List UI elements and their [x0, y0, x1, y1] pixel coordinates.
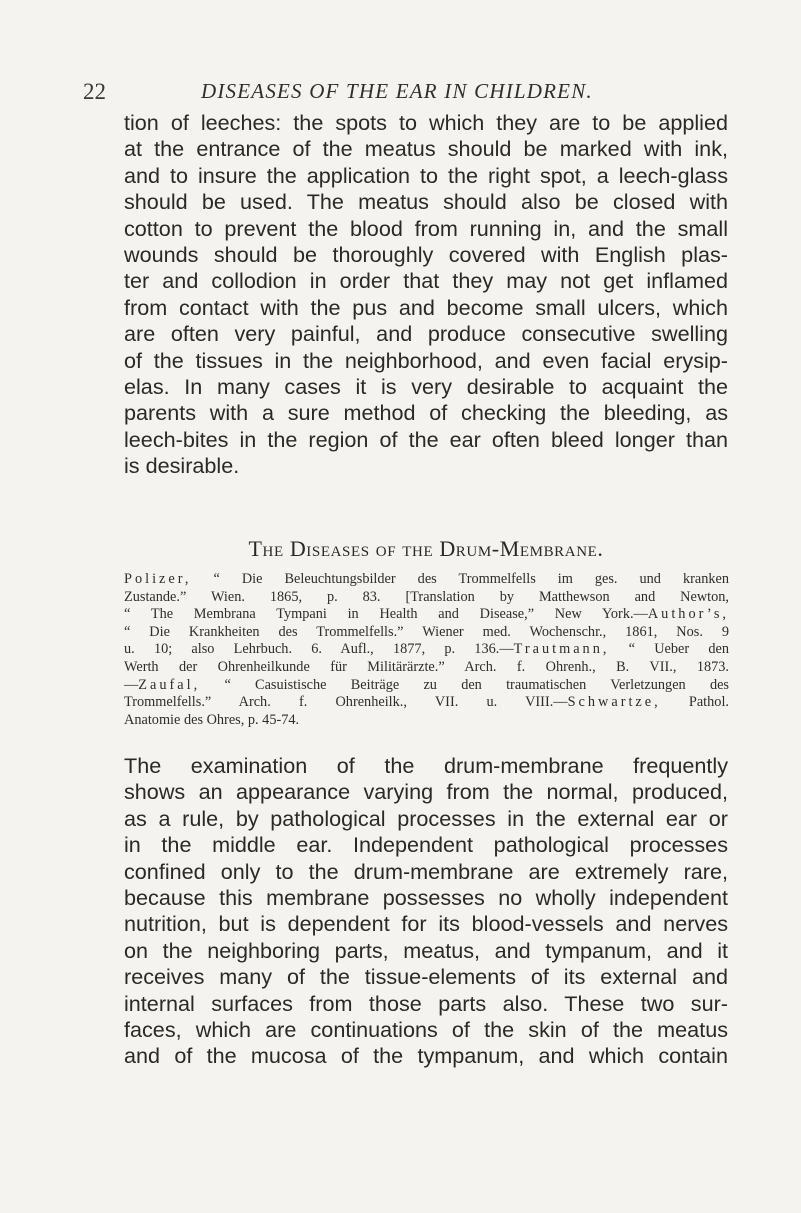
- citation-text: “ Ueber den: [609, 641, 729, 658]
- author-name: Schwartze,: [567, 694, 661, 711]
- paragraph-line: is desirable.: [124, 453, 240, 479]
- author-name: Polizer,: [124, 571, 192, 587]
- paragraph-line: should be used. The meatus should also be closed with: [124, 189, 728, 215]
- section-heading: The Diseases of the Drum-Membrane.: [248, 536, 604, 561]
- paragraph-line: faces, which are continuations of the skin of the meatus: [124, 1016, 728, 1042]
- paragraph-line: internal surfaces from those parts also. These two sur-: [124, 990, 728, 1016]
- author-name: Trautmann,: [513, 641, 610, 658]
- paragraph-drum-membrane: [124, 753, 728, 1070]
- bibliography-line: Zustande.” Wien. 1865, p. 83. [Translation by Matthewson and Newton,: [124, 588, 729, 605]
- paragraph-line: shows an appearance varying from the normal, produced,: [124, 779, 728, 805]
- citation-text: “ Casuistische Beiträge zu den traumatischen Verletzungen des: [200, 676, 729, 693]
- bibliography-line: [124, 641, 729, 659]
- citation-text: u. 10; also Lehrbuch. 6. Aufl., 1877, p. 136.—: [124, 641, 514, 658]
- paragraph-line: in the middle ear. Independent pathological processes: [124, 832, 728, 858]
- bibliography-line: Anatomie des Ohres, p. 45-74.: [124, 711, 300, 728]
- citation-text: “ The Membrana Tympani in Health and Disease,” New York.—: [124, 606, 648, 623]
- paragraph-line: at the entrance of the meatus should be marked with ink,: [124, 136, 728, 162]
- page-number: 22: [83, 79, 106, 104]
- bibliography-line: [124, 606, 729, 624]
- running-title: DISEASES OF THE EAR IN CHILDREN.: [201, 79, 593, 103]
- paragraph-line: and of the mucosa of the tympanum, and which contain: [124, 1043, 728, 1069]
- author-name: Zaufal,: [138, 676, 201, 693]
- paragraph-line: are often very painful, and produce consecutive swelling: [124, 321, 728, 347]
- paragraph-line: leech-bites in the region of the ear often bleed longer than: [124, 426, 728, 452]
- paragraph-line: on the neighboring parts, meatus, and tympanum, and it: [124, 937, 728, 963]
- citation-text: “ Die Beleuchtungsbilder des Trommelfells im ges. und kranken: [191, 571, 729, 587]
- paragraph-line: The examination of the drum-membrane frequently: [124, 753, 728, 778]
- bibliography-line: [124, 677, 729, 695]
- paragraph-line: parents with a sure method of checking the bleeding, as: [124, 400, 728, 426]
- bibliography: [124, 571, 729, 729]
- citation-text: —: [124, 676, 139, 693]
- bibliography-line: [124, 694, 729, 712]
- paragraph-line: confined only to the drum-membrane are extremely rare,: [124, 858, 728, 884]
- paragraph-line: as a rule, by pathological processes in the external ear or: [124, 805, 728, 831]
- paragraph-line: ter and collodion in order that they may not get inflamed: [124, 268, 728, 294]
- running-head: [83, 79, 733, 109]
- paragraph-line: elas. In many cases it is very desirable to acquaint the: [124, 373, 728, 399]
- paragraph-line: cotton to prevent the blood from running in, and the small: [124, 215, 728, 241]
- bibliography-line: [124, 571, 729, 589]
- paragraph-line: nutrition, but is dependent for its blood-vessels and nerves: [124, 911, 728, 937]
- citation-text: Pathol.: [660, 694, 729, 711]
- bibliography-line: Werth der Ohrenheilkunde für Militärärzte.” Arch. f. Ohrenh., B. VII., 1873.: [124, 658, 729, 675]
- paragraph-line: wounds should be thoroughly covered with English plas-: [124, 241, 728, 267]
- paragraph-line: and to insure the application to the right spot, a leech-glass: [124, 162, 728, 188]
- paragraph-line: tion of leeches: the spots to which they are to be applied: [124, 110, 728, 135]
- bibliography-line: “ Die Krankheiten des Trommelfells.” Wiener med. Wochenschr., 1861, Nos. 9: [124, 623, 729, 640]
- paragraph-leeches: [124, 110, 728, 479]
- paragraph-line: of the tissues in the neighborhood, and even facial erysip-: [124, 347, 728, 373]
- citation-text: Trommelfells.” Arch. f. Ohrenheilk., VII. u. VIII.—: [124, 694, 568, 711]
- paragraph-line: from contact with the pus and become small ulcers, which: [124, 294, 728, 320]
- paragraph-line: because this membrane possesses no wholly independent: [124, 884, 728, 910]
- paragraph-line: receives many of the tissue-elements of its external and: [124, 964, 728, 990]
- author-name: Author’s,: [647, 606, 729, 623]
